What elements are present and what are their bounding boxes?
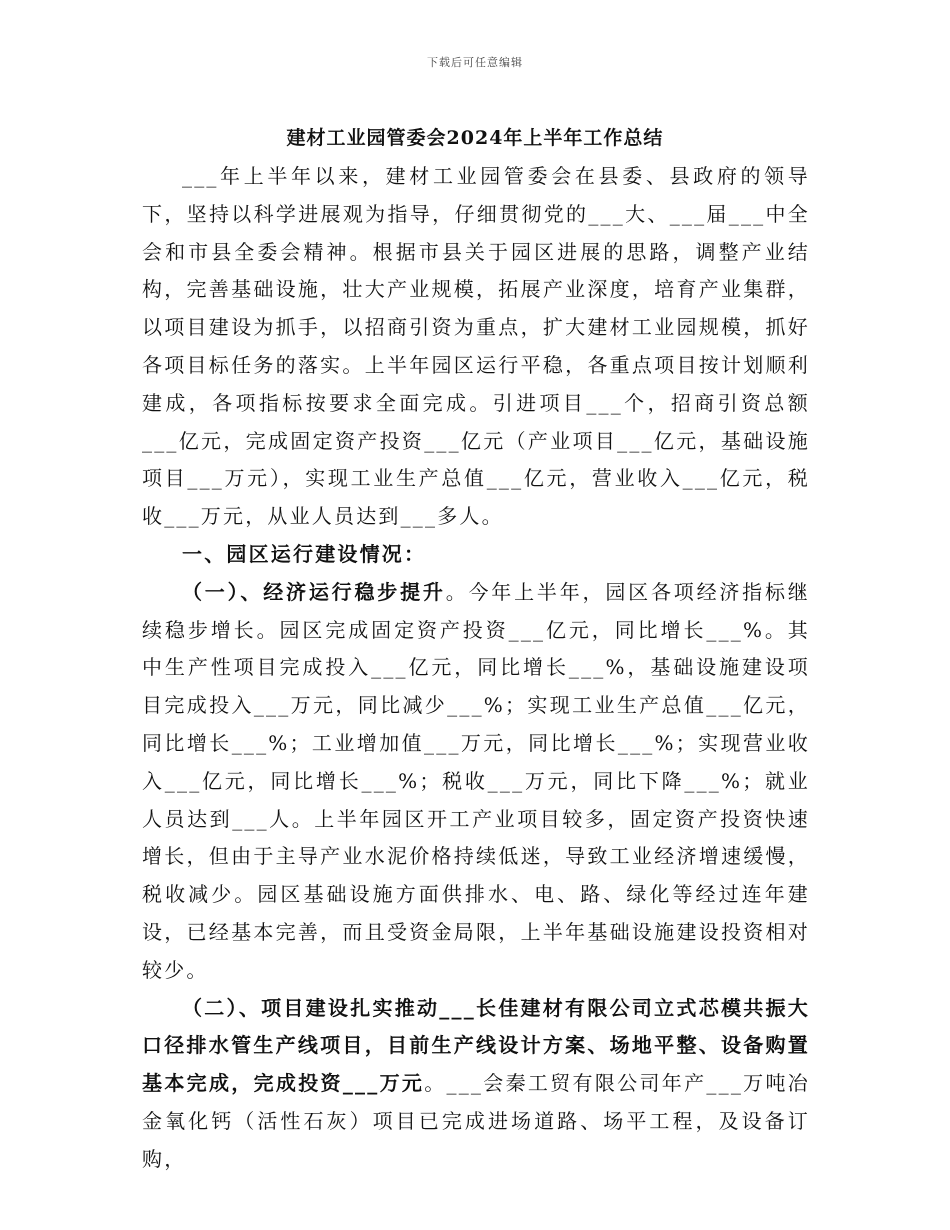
- paragraph-economy: [142, 574, 810, 990]
- document-title: 建材工业园管委会2024年上半年工作总结: [286, 127, 664, 149]
- paragraph-projects: [142, 990, 810, 1179]
- paragraph-intro: ___年上半年以来，建材工业园管委会在县委、县政府的领导下，坚持以科学进展观为指导，仔细贯彻党的___大、___届___中全会和市县全委会精神。根据市县关于园区进展的思路，调整产业结构，完善基础设施，壮大产业规模，拓展产业深度，培育产业集群，以项目建设为抓手，以招商引资为重点，扩大建材工业园规模，抓好各项目标任务的落实。上半年园区运行平稳，各重点项目按计划顺利建成，各项指标按要求全面完成。引进项目___个，招商引资总额___亿元，完成固定资产投资___亿元（产业项目___亿元，基础设施项目___万元），实现工业生产总值___亿元，营业收入___亿元，税收___万元，从业人员达到___多人。: [142, 164, 810, 529]
- page-header: 下载后可任意编辑: [427, 56, 523, 69]
- paragraph-economy-lead: （一）、经济运行稳步提升: [182, 579, 446, 604]
- document-body: [142, 158, 810, 1179]
- paragraph-projects-lead: （二）、项目建设扎实推动___长佳建材有限公司立式芯模共振大口径排水管生产线项目，目前生产线设计方案、场地平整、设备购置基本完成，完成投资___万元: [142, 995, 810, 1096]
- section-heading-1: 一、园区运行建设情况：: [182, 541, 427, 566]
- paragraph-projects-text: 。___会秦工贸有限公司年产___万吨冶金氧化钙（活性石灰）项目已完成进场道路、场平工程，及设备订购，: [142, 1071, 810, 1171]
- paragraph-economy-text: 。今年上半年，园区各项经济指标继续稳步增长。园区完成固定资产投资___亿元，同比增长___%。其中生产性项目完成投入___亿元，同比增长___%，基础设施建设项目完成投入___万元，同比减少___%；实现工业生产总值___亿元，同比增长___%；工业增加值___万元，同比增长___%；实现营业收入___亿元，同比增长___%；税收___万元，同比下降___%；就业人员达到___人。上半年园区开工产业项目较多，固定资产投资快速增长，但由于主导产业水泥价格持续低迷，导致工业经济增速缓慢，税收减少。园区基础设施方面供排水、电、路、绿化等经过连年建设，已经基本完善，而且受资金局限，上半年基础设施建设投资相对较少。: [142, 579, 810, 982]
